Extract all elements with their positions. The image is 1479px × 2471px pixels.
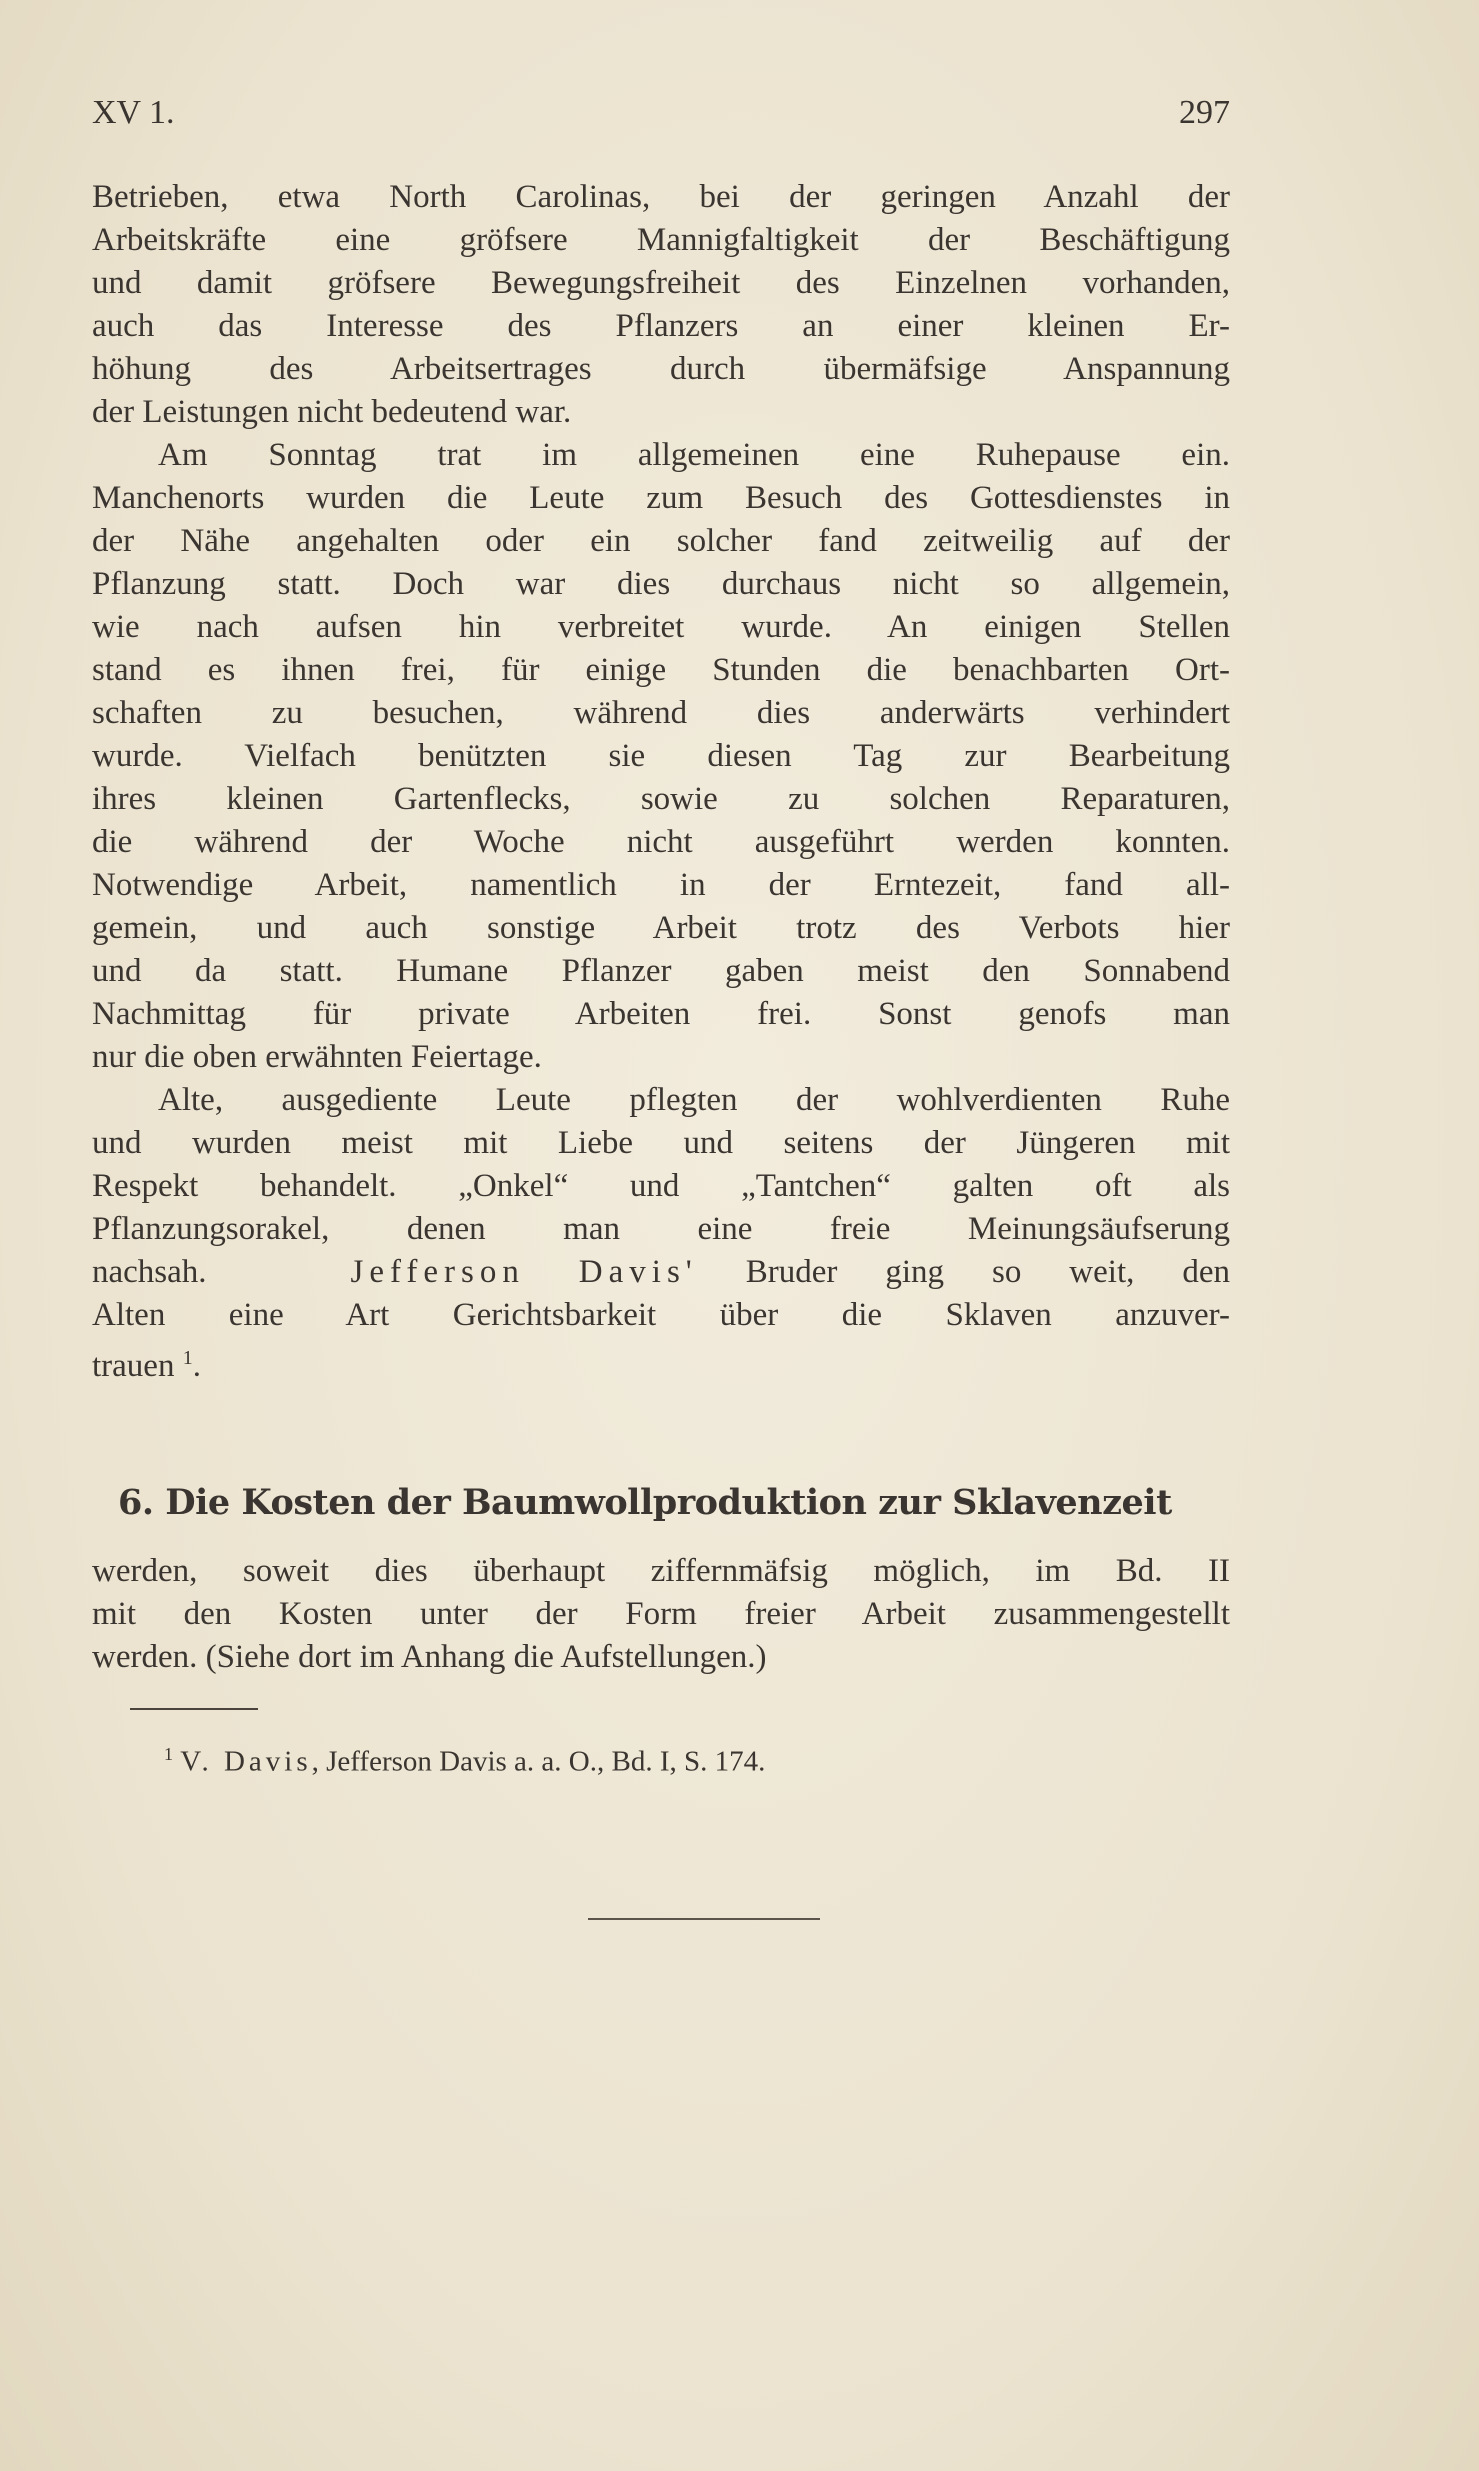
text-fragment: trauen [92, 1348, 175, 1380]
text-line: schaften zu besuchen, während dies anderwärts verhindert [92, 695, 1230, 731]
text-line: der Nähe angehalten oder ein solcher fand zeitweilig auf der [92, 523, 1230, 559]
text-line: Am Sonntag trat im allgemeinen eine Ruhepause ein. [158, 437, 1230, 473]
section-heading: 6. Die Kosten der Baumwollproduktion zur Sklavenzeit [118, 1482, 1172, 1523]
text-line: Respekt behandelt. „Onkel“ und „Tantchen“ galten oft als [92, 1168, 1230, 1204]
text-line: nur die oben erwähnten Feiertage. [92, 1039, 542, 1075]
text-line: und da statt. Humane Pflanzer gaben meist den Sonnabend [92, 953, 1230, 989]
text-line: Alte, ausgediente Leute pflegten der wohlverdienten Ruhe [158, 1082, 1230, 1118]
text-line: auch das Interesse des Pflanzers an einer kleinen Er- [92, 308, 1230, 344]
text-line: Betrieben, etwa North Carolinas, bei der geringen Anzahl der [92, 179, 1230, 215]
footnote-reference[interactable]: 1 [182, 1347, 193, 1369]
text-line: höhung des Arbeitsertrages durch übermäfsige Anspannung [92, 351, 1230, 387]
footnote-marker: 1 [164, 1744, 173, 1764]
text-line: und damit gröfsere Bewegungsfreiheit des Einzelnen vorhanden, [92, 265, 1230, 301]
text-line-with-name [92, 1251, 1230, 1294]
text-line: Arbeitskräfte eine gröfsere Mannigfaltigkeit der Beschäftigung [92, 222, 1230, 258]
text-line: wie nach aufsen hin verbreitet wurde. An einigen Stellen [92, 609, 1230, 645]
footnote [164, 1734, 1064, 1782]
section-text [92, 1550, 1230, 1679]
text-fragment: . [192, 1348, 201, 1380]
text-line: Manchenorts wurden die Leute zum Besuch des Gottesdienstes in [92, 480, 1230, 516]
person-name-spaced: Jefferson Davis' [350, 1254, 698, 1290]
text-line: stand es ihnen frei, für einige Stunden die benachbarten Ort- [92, 652, 1230, 688]
text-fragment: nachsah. [92, 1254, 207, 1290]
text-line: mit den Kosten unter der Form freier Arbeit zusammengestellt [92, 1596, 1230, 1632]
text-line: und wurden meist mit Liebe und seitens der Jüngeren mit [92, 1125, 1230, 1161]
text-fragment: Bruder ging so weit, den [697, 1254, 1230, 1290]
main-text [92, 176, 1230, 1380]
text-line: die während der Woche nicht ausgeführt werden konnten. [92, 824, 1230, 860]
text-line: Nachmittag für private Arbeiten frei. Sonst genofs man [92, 996, 1230, 1032]
text-line: werden. (Siehe dort im Anhang die Aufstellungen.) [92, 1639, 767, 1675]
footnote-author: V. Davis [180, 1745, 312, 1778]
text-line: werden, soweit dies überhaupt ziffernmäfsig möglich, im Bd. II [92, 1553, 1230, 1589]
text-line: Pflanzungsorakel, denen man eine freie Meinungsäufserung [92, 1211, 1230, 1247]
text-line: der Leistungen nicht bedeutend war. [92, 394, 572, 430]
text-line: gemein, und auch sonstige Arbeit trotz des Verbots hier [92, 910, 1230, 946]
footnote-divider [130, 1708, 258, 1710]
text-line: wurde. Vielfach benützten sie diesen Tag zur Bearbeitung [92, 738, 1230, 774]
end-rule [588, 1918, 820, 1920]
footnote-text: , Jefferson Davis a. a. O., Bd. I, S. 174. [311, 1745, 766, 1778]
page-number: 297 [1179, 94, 1230, 131]
text-line: ihres kleinen Gartenflecks, sowie zu solchen Reparaturen, [92, 781, 1230, 817]
text-line: Notwendige Arbeit, namentlich in der Erntezeit, fand all- [92, 867, 1230, 903]
running-header [92, 88, 1230, 138]
text-line-with-footnote [92, 1337, 1230, 1380]
signature-mark: XV 1. [92, 94, 175, 131]
text-line: Pflanzung statt. Doch war dies durchaus nicht so allgemein, [92, 566, 1230, 602]
text-line: Alten eine Art Gerichtsbarkeit über die Sklaven anzuver- [92, 1297, 1230, 1333]
